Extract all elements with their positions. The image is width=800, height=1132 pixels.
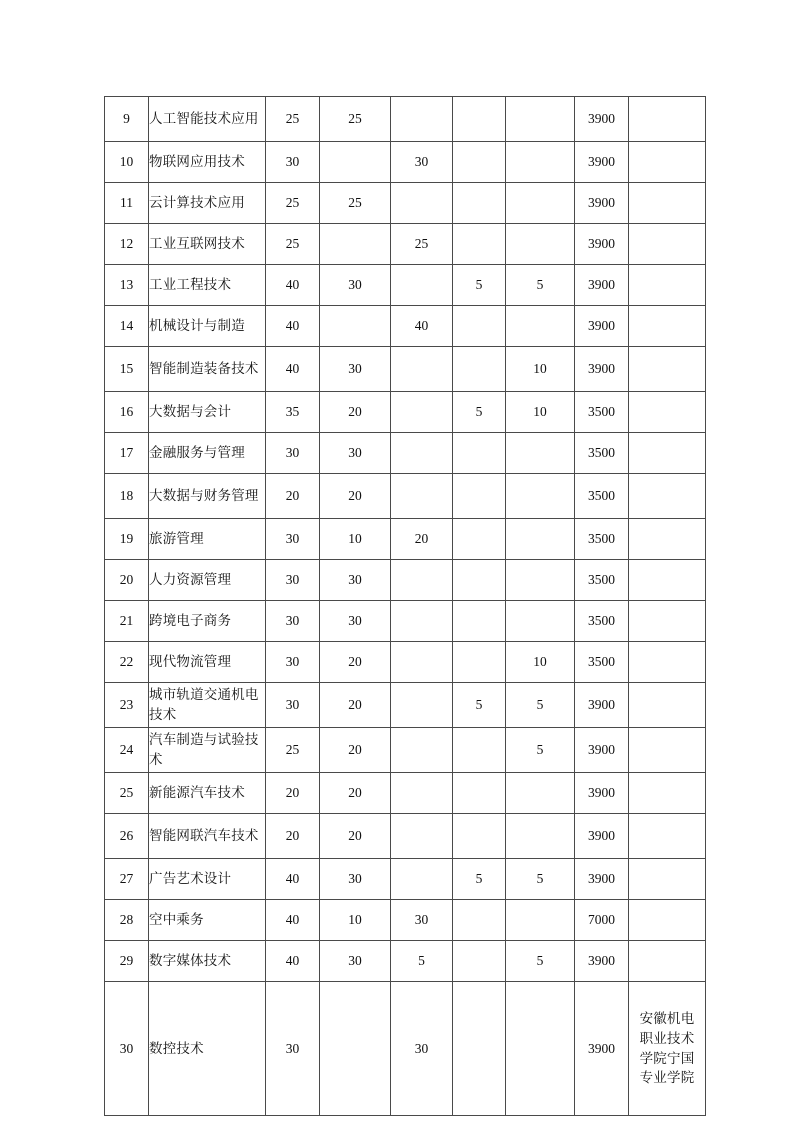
row-index-cell: 23 xyxy=(105,683,149,728)
plan-a-cell: 20 xyxy=(320,392,391,433)
plan-b-cell xyxy=(391,433,453,474)
note-cell xyxy=(629,601,706,642)
plan-d-cell xyxy=(506,474,575,519)
plan-d-cell xyxy=(506,560,575,601)
enrollment-plan-table xyxy=(104,96,706,1116)
plan-b-cell xyxy=(391,560,453,601)
major-name-cell: 工业互联网技术 xyxy=(149,224,266,265)
table-row xyxy=(105,142,706,183)
total-cell: 25 xyxy=(266,97,320,142)
note-cell xyxy=(629,519,706,560)
note-cell xyxy=(629,474,706,519)
major-name-cell: 金融服务与管理 xyxy=(149,433,266,474)
plan-a-cell xyxy=(320,224,391,265)
row-index-cell: 27 xyxy=(105,859,149,900)
plan-d-cell xyxy=(506,433,575,474)
plan-d-cell: 10 xyxy=(506,347,575,392)
note-cell xyxy=(629,941,706,982)
plan-a-cell: 30 xyxy=(320,859,391,900)
plan-b-cell: 30 xyxy=(391,900,453,941)
plan-b-cell xyxy=(391,728,453,773)
note-cell xyxy=(629,982,706,1116)
plan-b-cell xyxy=(391,683,453,728)
major-name-cell: 物联网应用技术 xyxy=(149,142,266,183)
row-index-cell: 24 xyxy=(105,728,149,773)
plan-b-cell xyxy=(391,859,453,900)
plan-a-cell: 20 xyxy=(320,683,391,728)
plan-c-cell xyxy=(453,601,506,642)
table-row xyxy=(105,728,706,773)
tuition-fee-cell: 3500 xyxy=(575,474,629,519)
major-name-cell: 汽车制造与试验技术 xyxy=(149,728,266,773)
tuition-fee-cell: 3500 xyxy=(575,433,629,474)
plan-b-cell: 25 xyxy=(391,224,453,265)
major-name-cell: 跨境电子商务 xyxy=(149,601,266,642)
plan-a-cell: 25 xyxy=(320,97,391,142)
table-row xyxy=(105,982,706,1116)
plan-d-cell xyxy=(506,224,575,265)
plan-b-cell: 30 xyxy=(391,142,453,183)
tuition-fee-cell: 3500 xyxy=(575,392,629,433)
note-cell xyxy=(629,306,706,347)
row-index-cell: 15 xyxy=(105,347,149,392)
row-index-cell: 14 xyxy=(105,306,149,347)
plan-c-cell: 5 xyxy=(453,859,506,900)
note-cell xyxy=(629,683,706,728)
table-row xyxy=(105,183,706,224)
plan-b-cell: 20 xyxy=(391,519,453,560)
plan-c-cell xyxy=(453,474,506,519)
plan-b-cell xyxy=(391,814,453,859)
plan-a-cell: 20 xyxy=(320,474,391,519)
note-line: 职业技术 xyxy=(639,1030,695,1046)
total-cell: 25 xyxy=(266,728,320,773)
total-cell: 30 xyxy=(266,601,320,642)
plan-d-cell xyxy=(506,982,575,1116)
row-index-cell: 29 xyxy=(105,941,149,982)
table-row xyxy=(105,347,706,392)
tuition-fee-cell: 3900 xyxy=(575,859,629,900)
note-cell xyxy=(629,773,706,814)
total-cell: 30 xyxy=(266,560,320,601)
plan-a-cell: 30 xyxy=(320,560,391,601)
major-name-cell: 数字媒体技术 xyxy=(149,941,266,982)
plan-c-cell xyxy=(453,347,506,392)
note-cell xyxy=(629,560,706,601)
tuition-fee-cell: 3900 xyxy=(575,265,629,306)
plan-a-cell: 20 xyxy=(320,728,391,773)
major-name-cell: 现代物流管理 xyxy=(149,642,266,683)
tuition-fee-cell: 3900 xyxy=(575,728,629,773)
plan-d-cell xyxy=(506,601,575,642)
total-cell: 30 xyxy=(266,982,320,1116)
total-cell: 40 xyxy=(266,347,320,392)
total-cell: 40 xyxy=(266,859,320,900)
plan-d-cell: 5 xyxy=(506,683,575,728)
table-row xyxy=(105,642,706,683)
major-name-cell: 云计算技术应用 xyxy=(149,183,266,224)
note-cell xyxy=(629,347,706,392)
plan-c-cell xyxy=(453,642,506,683)
major-name-cell: 工业工程技术 xyxy=(149,265,266,306)
major-name-cell: 大数据与财务管理 xyxy=(149,474,266,519)
table-row xyxy=(105,519,706,560)
plan-c-cell xyxy=(453,97,506,142)
note-cell xyxy=(629,224,706,265)
total-cell: 20 xyxy=(266,814,320,859)
plan-d-cell: 5 xyxy=(506,728,575,773)
tuition-fee-cell: 3900 xyxy=(575,683,629,728)
row-index-cell: 12 xyxy=(105,224,149,265)
plan-c-cell xyxy=(453,224,506,265)
note-line: 学院宁国 xyxy=(639,1050,695,1066)
table-row xyxy=(105,900,706,941)
major-name-cell: 智能制造装备技术 xyxy=(149,347,266,392)
plan-c-cell xyxy=(453,982,506,1116)
row-index-cell: 30 xyxy=(105,982,149,1116)
plan-c-cell xyxy=(453,183,506,224)
note-cell xyxy=(629,183,706,224)
plan-a-cell: 30 xyxy=(320,347,391,392)
plan-d-cell xyxy=(506,519,575,560)
tuition-fee-cell: 3900 xyxy=(575,183,629,224)
plan-c-cell xyxy=(453,773,506,814)
plan-d-cell xyxy=(506,814,575,859)
total-cell: 25 xyxy=(266,224,320,265)
major-name-cell: 大数据与会计 xyxy=(149,392,266,433)
major-name-cell: 数控技术 xyxy=(149,982,266,1116)
plan-d-cell: 10 xyxy=(506,392,575,433)
total-cell: 35 xyxy=(266,392,320,433)
plan-b-cell xyxy=(391,392,453,433)
major-name-cell: 旅游管理 xyxy=(149,519,266,560)
note-cell xyxy=(629,392,706,433)
plan-b-cell: 30 xyxy=(391,982,453,1116)
plan-c-cell xyxy=(453,814,506,859)
row-index-cell: 13 xyxy=(105,265,149,306)
plan-b-cell xyxy=(391,642,453,683)
tuition-fee-cell: 3900 xyxy=(575,97,629,142)
total-cell: 40 xyxy=(266,941,320,982)
row-index-cell: 21 xyxy=(105,601,149,642)
note-cell xyxy=(629,433,706,474)
plan-a-cell: 25 xyxy=(320,183,391,224)
note-line: 安徽机电 xyxy=(639,1011,695,1027)
row-index-cell: 20 xyxy=(105,560,149,601)
tuition-fee-cell: 3900 xyxy=(575,347,629,392)
tuition-fee-cell: 3900 xyxy=(575,224,629,265)
table-row xyxy=(105,433,706,474)
total-cell: 40 xyxy=(266,900,320,941)
plan-d-cell xyxy=(506,142,575,183)
note-cell xyxy=(629,642,706,683)
plan-a-cell: 10 xyxy=(320,900,391,941)
table-body xyxy=(105,97,706,1116)
tuition-fee-cell: 3900 xyxy=(575,982,629,1116)
major-name-cell: 人工智能技术应用 xyxy=(149,97,266,142)
table-row xyxy=(105,306,706,347)
note-cell xyxy=(629,142,706,183)
row-index-cell: 22 xyxy=(105,642,149,683)
row-index-cell: 11 xyxy=(105,183,149,224)
plan-c-cell: 5 xyxy=(453,683,506,728)
note-cell xyxy=(629,900,706,941)
note-cell xyxy=(629,97,706,142)
plan-a-cell: 30 xyxy=(320,433,391,474)
tuition-fee-cell: 7000 xyxy=(575,900,629,941)
row-index-cell: 28 xyxy=(105,900,149,941)
table-row xyxy=(105,97,706,142)
table-row xyxy=(105,814,706,859)
tuition-fee-cell: 3500 xyxy=(575,642,629,683)
plan-d-cell: 5 xyxy=(506,941,575,982)
plan-a-cell: 30 xyxy=(320,265,391,306)
tuition-fee-cell: 3500 xyxy=(575,519,629,560)
plan-c-cell xyxy=(453,433,506,474)
plan-b-cell: 5 xyxy=(391,941,453,982)
table-row xyxy=(105,941,706,982)
plan-a-cell: 10 xyxy=(320,519,391,560)
major-name-cell: 机械设计与制造 xyxy=(149,306,266,347)
total-cell: 20 xyxy=(266,773,320,814)
enrollment-plan-table-wrapper xyxy=(104,96,705,1116)
tuition-fee-cell: 3500 xyxy=(575,601,629,642)
plan-a-cell: 30 xyxy=(320,601,391,642)
plan-a-cell xyxy=(320,982,391,1116)
table-row xyxy=(105,560,706,601)
plan-a-cell xyxy=(320,142,391,183)
row-index-cell: 18 xyxy=(105,474,149,519)
major-name-cell: 空中乘务 xyxy=(149,900,266,941)
row-index-cell: 10 xyxy=(105,142,149,183)
plan-c-cell xyxy=(453,560,506,601)
tuition-fee-cell: 3900 xyxy=(575,306,629,347)
tuition-fee-cell: 3900 xyxy=(575,773,629,814)
plan-c-cell: 5 xyxy=(453,265,506,306)
note-cell xyxy=(629,265,706,306)
plan-b-cell xyxy=(391,265,453,306)
total-cell: 25 xyxy=(266,183,320,224)
table-row xyxy=(105,773,706,814)
plan-c-cell xyxy=(453,941,506,982)
plan-c-cell xyxy=(453,142,506,183)
row-index-cell: 9 xyxy=(105,97,149,142)
tuition-fee-cell: 3500 xyxy=(575,560,629,601)
plan-b-cell xyxy=(391,773,453,814)
major-name-cell: 智能网联汽车技术 xyxy=(149,814,266,859)
tuition-fee-cell: 3900 xyxy=(575,941,629,982)
total-cell: 30 xyxy=(266,683,320,728)
row-index-cell: 16 xyxy=(105,392,149,433)
plan-d-cell xyxy=(506,900,575,941)
plan-d-cell: 5 xyxy=(506,265,575,306)
table-row xyxy=(105,859,706,900)
plan-b-cell xyxy=(391,183,453,224)
note-cell xyxy=(629,814,706,859)
table-row xyxy=(105,265,706,306)
row-index-cell: 19 xyxy=(105,519,149,560)
table-row xyxy=(105,224,706,265)
table-row xyxy=(105,601,706,642)
plan-c-cell xyxy=(453,728,506,773)
total-cell: 40 xyxy=(266,306,320,347)
plan-c-cell xyxy=(453,519,506,560)
total-cell: 30 xyxy=(266,433,320,474)
plan-c-cell xyxy=(453,306,506,347)
plan-b-cell xyxy=(391,601,453,642)
plan-a-cell xyxy=(320,306,391,347)
table-row xyxy=(105,392,706,433)
plan-d-cell xyxy=(506,97,575,142)
plan-b-cell xyxy=(391,97,453,142)
table-row xyxy=(105,683,706,728)
plan-d-cell xyxy=(506,773,575,814)
total-cell: 30 xyxy=(266,642,320,683)
table-row xyxy=(105,474,706,519)
major-name-cell: 广告艺术设计 xyxy=(149,859,266,900)
major-name-cell: 人力资源管理 xyxy=(149,560,266,601)
plan-a-cell: 20 xyxy=(320,814,391,859)
note-line: 专业学院 xyxy=(639,1070,695,1086)
total-cell: 40 xyxy=(266,265,320,306)
plan-b-cell xyxy=(391,347,453,392)
plan-d-cell: 10 xyxy=(506,642,575,683)
plan-a-cell: 20 xyxy=(320,642,391,683)
plan-a-cell: 20 xyxy=(320,773,391,814)
tuition-fee-cell: 3900 xyxy=(575,814,629,859)
plan-c-cell xyxy=(453,900,506,941)
tuition-fee-cell: 3900 xyxy=(575,142,629,183)
total-cell: 30 xyxy=(266,142,320,183)
note-cell xyxy=(629,728,706,773)
plan-a-cell: 30 xyxy=(320,941,391,982)
plan-d-cell: 5 xyxy=(506,859,575,900)
plan-b-cell: 40 xyxy=(391,306,453,347)
total-cell: 30 xyxy=(266,519,320,560)
major-name-cell: 新能源汽车技术 xyxy=(149,773,266,814)
plan-d-cell xyxy=(506,183,575,224)
plan-c-cell: 5 xyxy=(453,392,506,433)
total-cell: 20 xyxy=(266,474,320,519)
plan-b-cell xyxy=(391,474,453,519)
plan-d-cell xyxy=(506,306,575,347)
row-index-cell: 26 xyxy=(105,814,149,859)
major-name-cell: 城市轨道交通机电技术 xyxy=(149,683,266,728)
row-index-cell: 25 xyxy=(105,773,149,814)
note-cell xyxy=(629,859,706,900)
row-index-cell: 17 xyxy=(105,433,149,474)
